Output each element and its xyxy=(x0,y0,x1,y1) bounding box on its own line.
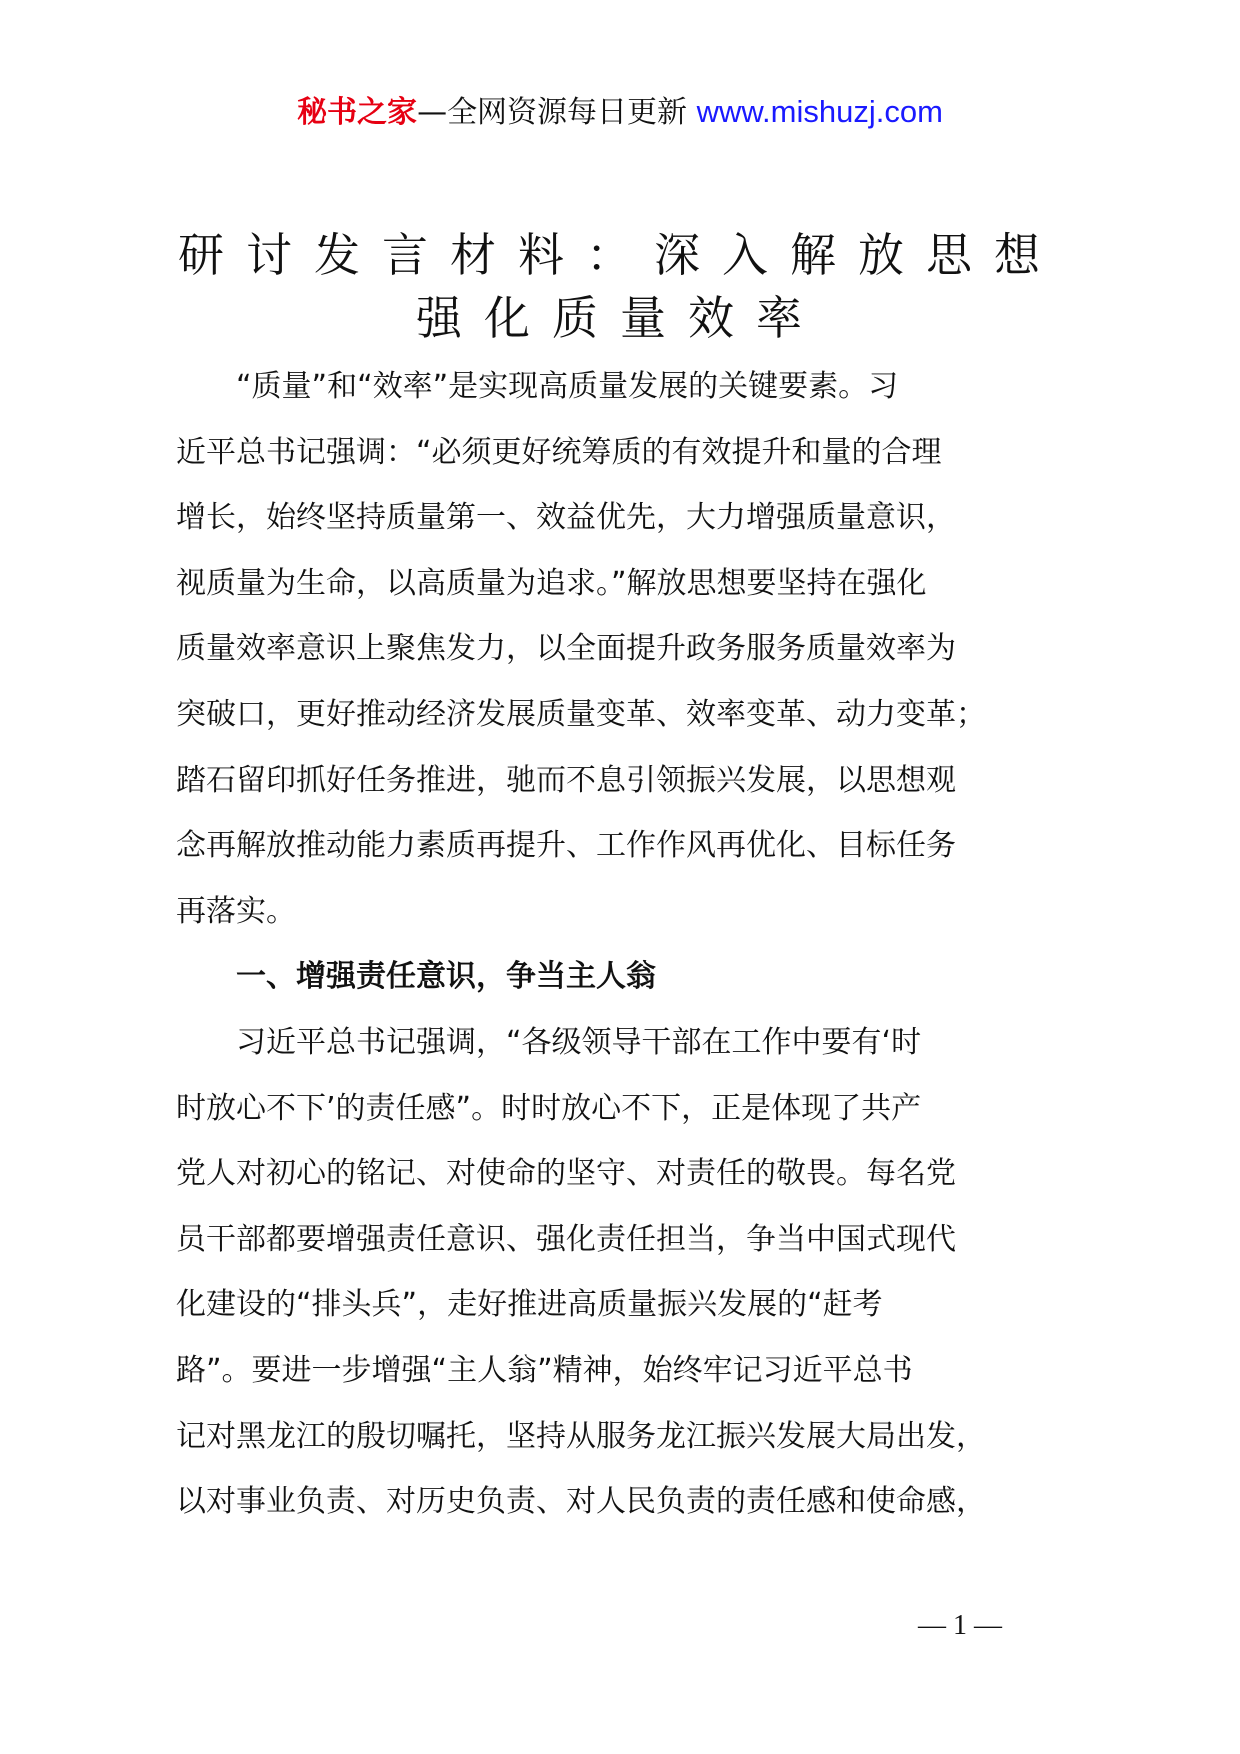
paragraph-line: 质量效率意识上聚焦发力，以全面提升政务服务质量效率为 xyxy=(176,631,956,667)
header-tagline: —全网资源每日更新 xyxy=(417,95,688,130)
paragraph-line: 再落实。 xyxy=(176,893,296,929)
paragraph-line: 念再解放推动能力素质再提升、工作作风再优化、目标任务 xyxy=(176,828,956,864)
document-body xyxy=(176,354,1096,1535)
paragraph-line: 路”。要进一步增强“主人翁”精神，始终牢记习近平总书 xyxy=(176,1352,913,1388)
paragraph-line: 踏石留印抓好任务推进，驰而不息引领振兴发展，以思想观 xyxy=(176,762,956,798)
paragraph-line: 员干部都要增强责任意识、强化责任担当，争当中国式现代 xyxy=(176,1221,956,1257)
paragraph-line: 时放心不下’的责任感”。时时放心不下，正是体现了共产 xyxy=(176,1090,922,1126)
paragraph-line: 习近平总书记强调，“各级领导干部在工作中要有‘时 xyxy=(236,1024,922,1060)
site-header xyxy=(0,92,1240,133)
section-heading: 一、增强责任意识，争当主人翁 xyxy=(236,959,656,995)
paragraph-line: 记对黑龙江的殷切嘱托，坚持从服务龙江振兴发展大局出发， xyxy=(176,1418,986,1454)
paragraph-line: 党人对初心的铭记、对使命的坚守、对责任的敬畏。每名党 xyxy=(176,1156,956,1192)
paragraph-line: 视质量为生命，以高质量为追求。”解放思想要坚持在强化 xyxy=(176,565,927,601)
paragraph-line: 突破口，更好推动经济发展质量变革、效率变革、动力变革； xyxy=(176,696,986,732)
document-title-line-1: 研讨发言材料：深入解放思想 xyxy=(178,228,1062,282)
paragraph-line: 以对事业负责、对历史负责、对人民负责的责任感和使命感， xyxy=(176,1484,986,1520)
site-url-link[interactable]: www.mishuzj.com xyxy=(696,94,943,129)
paragraph-line: 近平总书记强调：“必须更好统筹质的有效提升和量的合理 xyxy=(176,434,942,470)
brand-name: 秘书之家 xyxy=(297,95,418,130)
paragraph-line: 化建设的“排头兵”，走好推进高质量振兴发展的“赶考 xyxy=(176,1287,883,1323)
paragraph-line: 增长，始终坚持质量第一、效益优先，大力增强质量意识， xyxy=(176,500,956,536)
paragraph-line: “质量”和“效率”是实现高质量发展的关键要素。习 xyxy=(236,369,899,404)
document-title-line-2: 强化质量效率 xyxy=(416,291,824,345)
page-number: — 1 — xyxy=(918,1610,1002,1641)
